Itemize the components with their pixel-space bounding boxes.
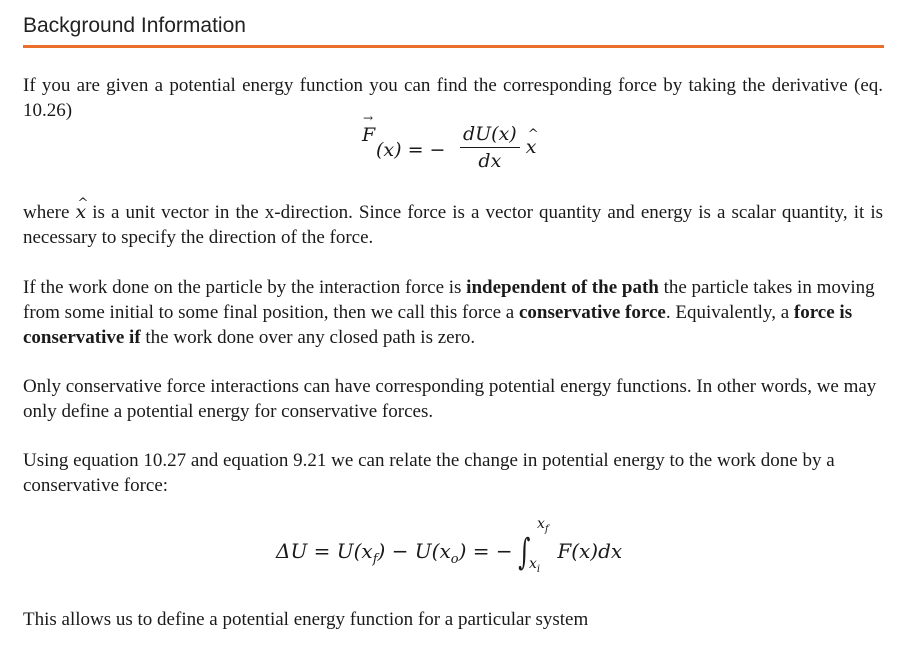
para2-post: is a unit vector in the x-direction. Since force is a vector quantity and energy is a scalar quantity, it is necessary to specify the direction of the force. (23, 202, 883, 248)
paragraph-unit-vector (23, 200, 883, 250)
eq2-left: ΔU = U(x (276, 539, 373, 563)
derivative-fraction (460, 121, 536, 174)
fraction-denominator: dx (478, 150, 502, 172)
potential-energy-integral-equation (276, 516, 623, 575)
para3-bold-force-conservative: force is conservative if (23, 302, 853, 348)
equation-lhs-expression: (x) = − (376, 139, 446, 161)
fraction-numerator: dU(x) (460, 121, 520, 148)
integrand: F(x)dx (557, 539, 623, 563)
para3-text-3: . Equivalently, a (665, 302, 794, 323)
title-underline (23, 45, 884, 48)
eq2-right: ) = − (458, 539, 513, 563)
eq2-mid: ) − U(x (377, 539, 451, 563)
para3-text-1: If the work done on the particle by the interaction force is (23, 277, 467, 298)
unit-vector-symbol: x ^ (75, 200, 86, 225)
integral-upper-limit: $x_f$ (536, 516, 549, 535)
para2-pre: where (23, 202, 70, 223)
eq2-sub-f: f (372, 552, 378, 567)
paragraph-potential-energy: Only conservative force interactions can have corresponding potential energy functions. In other words, we may only define a potential energy for conservative forces. (23, 376, 877, 422)
paragraph-define-potential: This allows us to define a potential energy function for a particular system (23, 609, 589, 630)
eq2-sub-o: o (450, 552, 459, 567)
para3-bold-conservative: conservative force (519, 302, 666, 323)
force-vector-symbol: F → (362, 124, 375, 146)
force-derivative-equation (362, 124, 375, 146)
paragraph-conservative-definition (23, 275, 883, 350)
section-title: Background Information (23, 14, 246, 37)
para3-text-2: the particle takes in moving from some initial to some final position, then we call this force a (23, 277, 875, 323)
equation-lhs-body (376, 139, 445, 161)
unit-vector-x: x ^ (526, 136, 537, 158)
integral-sign: ∫ (518, 532, 531, 573)
integral-lower-limit: $x_i$ (528, 556, 541, 575)
paragraph-work-relation: Using equation 10.27 and equation 9.21 we can relate the change in potential energy to the work done by a conservative force: (23, 450, 835, 496)
para3-text-4: the work done over any closed path is zero. (140, 327, 476, 348)
para3-bold-path: independent of the path (466, 277, 659, 298)
paragraph-derivative-intro: If you are given a potential energy function you can find the corresponding force by taking the derivative (eq. 10.26) (23, 75, 883, 121)
